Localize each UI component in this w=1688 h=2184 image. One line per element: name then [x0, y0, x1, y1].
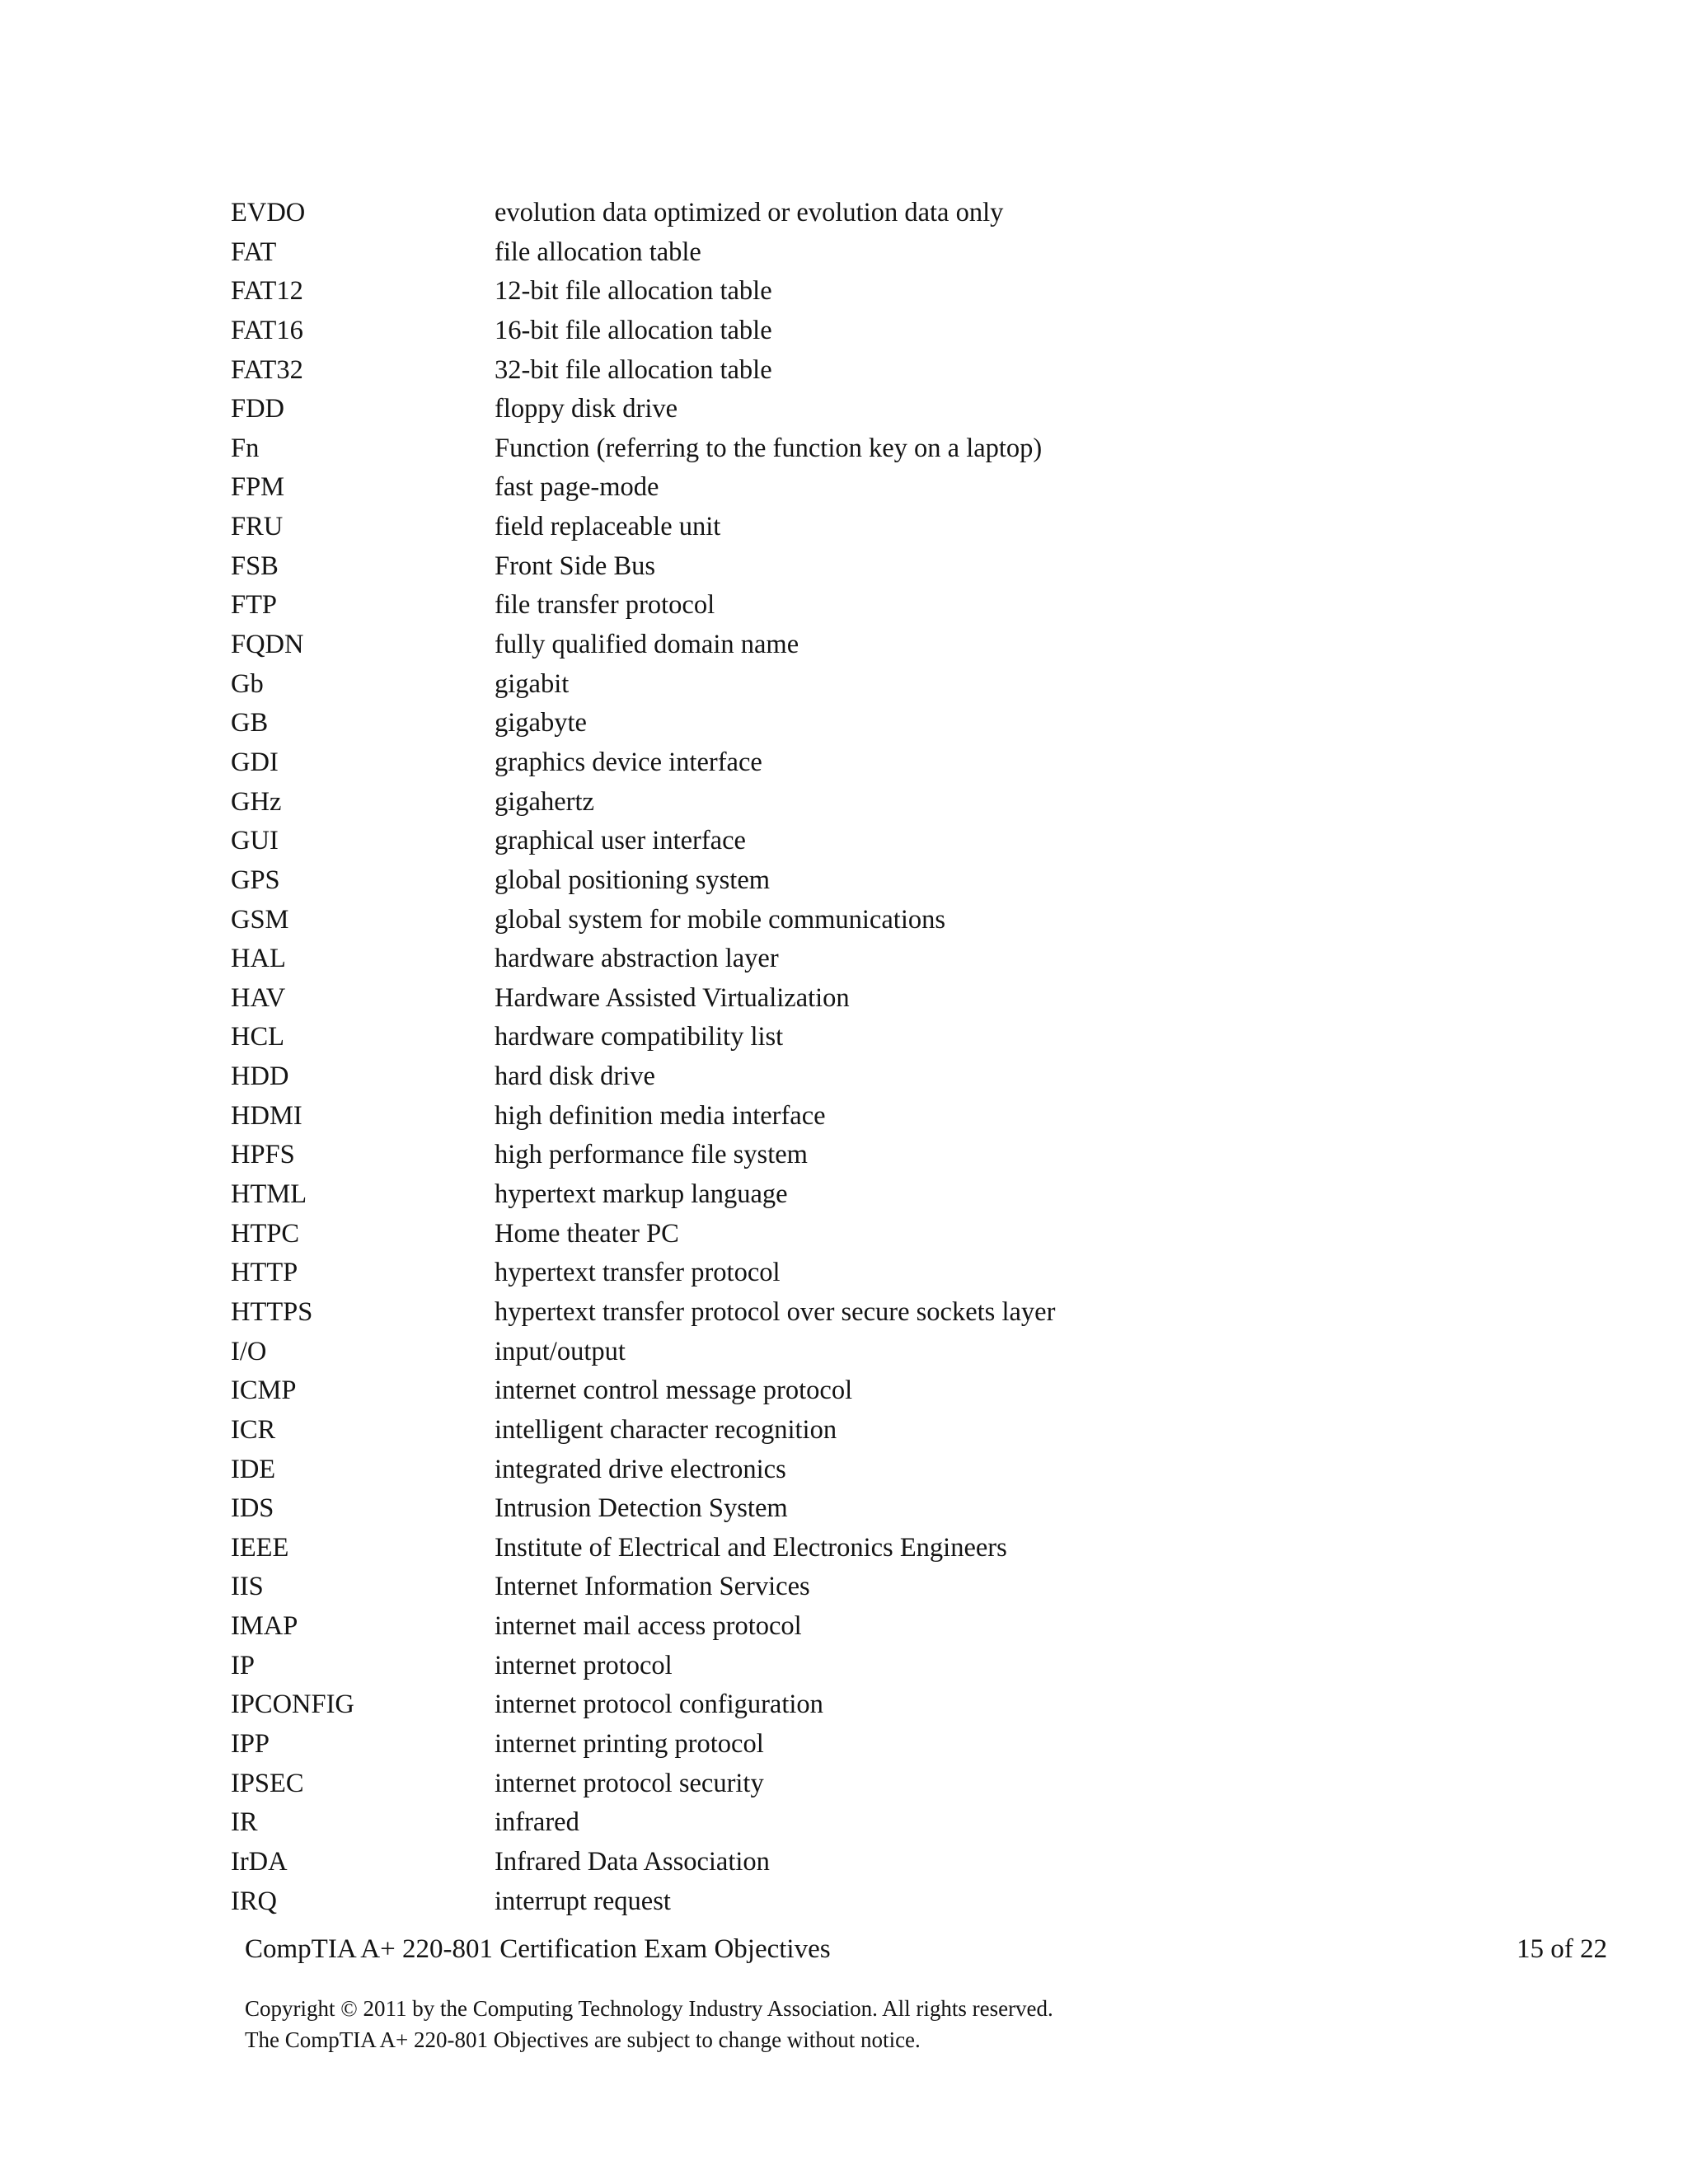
footer-title: CompTIA A+ 220-801 Certification Exam Objectives [245, 1934, 831, 1964]
acronym-definition: internet protocol configuration [495, 1690, 823, 1720]
acronym-abbreviation: FSB [231, 551, 279, 581]
acronym-abbreviation: FAT [231, 237, 277, 267]
acronym-row [231, 901, 1467, 940]
acronym-abbreviation: IPP [231, 1728, 270, 1759]
acronym-definition: global system for mobile communications [495, 904, 945, 935]
acronym-row [231, 1097, 1467, 1137]
acronym-row [231, 940, 1467, 979]
acronym-definition: intelligent character recognition [495, 1414, 837, 1445]
acronym-row [231, 1568, 1467, 1607]
acronym-abbreviation: IMAP [231, 1611, 298, 1642]
acronym-definition: hypertext transfer protocol [495, 1258, 781, 1288]
acronym-row [231, 822, 1467, 861]
acronym-definition: 16-bit file allocation table [495, 315, 772, 345]
acronym-abbreviation: FAT32 [231, 354, 303, 385]
acronym-abbreviation: IDE [231, 1454, 276, 1484]
acronym-definition: internet control message protocol [495, 1376, 853, 1406]
acronym-row [231, 1529, 1467, 1568]
acronym-abbreviation: ICR [231, 1414, 276, 1445]
copyright-line: Copyright © 2011 by the Computing Technology Industry Association. All rights reserved. [245, 1996, 1053, 2021]
acronym-row [231, 861, 1467, 901]
acronym-row [231, 272, 1467, 312]
acronym-abbreviation: GB [231, 708, 269, 738]
acronym-definition: internet mail access protocol [495, 1611, 802, 1642]
acronym-abbreviation: HAV [231, 982, 286, 1013]
acronym-definition: hypertext transfer protocol over secure sockets layer [495, 1296, 1056, 1327]
acronym-row [231, 586, 1467, 626]
acronym-row [231, 1018, 1467, 1057]
acronym-definition: Front Side Bus [495, 551, 656, 581]
acronym-abbreviation: HTPC [231, 1218, 300, 1249]
acronym-definition: file transfer protocol [495, 590, 715, 621]
acronym-definition: graphical user interface [495, 826, 746, 856]
acronym-row [231, 1607, 1467, 1647]
acronym-definition: Home theater PC [495, 1218, 679, 1249]
acronym-row [231, 783, 1467, 823]
acronym-abbreviation: GPS [231, 865, 280, 895]
acronym-abbreviation: HTML [231, 1179, 307, 1210]
acronym-row [231, 1451, 1467, 1490]
acronym-row [231, 626, 1467, 665]
acronym-abbreviation: FPM [231, 472, 285, 503]
acronym-row [231, 233, 1467, 273]
acronym-abbreviation: FTP [231, 590, 278, 621]
acronym-abbreviation: FQDN [231, 630, 304, 660]
acronym-definition: internet protocol [495, 1650, 673, 1680]
acronym-definition: fast page-mode [495, 472, 659, 503]
acronym-row [231, 743, 1467, 783]
acronym-abbreviation: GDI [231, 747, 279, 777]
acronym-abbreviation: IR [231, 1807, 258, 1838]
acronym-abbreviation: FAT16 [231, 315, 303, 345]
acronym-abbreviation: HDD [231, 1062, 289, 1092]
acronym-abbreviation: IrDA [231, 1846, 288, 1877]
acronym-row [231, 547, 1467, 587]
acronym-list [231, 194, 1467, 1921]
acronym-row [231, 1765, 1467, 1804]
acronym-row [231, 312, 1467, 351]
acronym-definition: hardware abstraction layer [495, 944, 779, 974]
acronym-definition: fully qualified domain name [495, 630, 799, 660]
acronym-definition: 32-bit file allocation table [495, 354, 772, 385]
acronym-definition: interrupt request [495, 1886, 671, 1916]
acronym-definition: evolution data optimized or evolution data only [495, 198, 1004, 227]
acronym-abbreviation: IRQ [231, 1886, 277, 1916]
acronym-abbreviation: GSM [231, 904, 289, 935]
acronym-definition: global positioning system [495, 865, 771, 895]
acronym-definition: gigabit [495, 668, 570, 699]
acronym-abbreviation: HAL [231, 944, 286, 974]
acronym-abbreviation: IPSEC [231, 1768, 304, 1798]
acronym-definition: Function (referring to the function key on a laptop) [495, 433, 1043, 463]
acronym-row [231, 1882, 1467, 1922]
acronym-definition: Intrusion Detection System [495, 1493, 788, 1524]
acronym-row [231, 1843, 1467, 1882]
acronym-row [231, 704, 1467, 743]
acronym-definition: file allocation table [495, 237, 701, 267]
acronym-row [231, 1215, 1467, 1254]
acronym-row [231, 468, 1467, 508]
acronym-definition: field replaceable unit [495, 512, 721, 542]
acronym-definition: gigahertz [495, 786, 594, 817]
copyright-notice [245, 1993, 1053, 2055]
acronym-abbreviation: GHz [231, 786, 282, 817]
acronym-abbreviation: IEEE [231, 1532, 289, 1563]
acronym-abbreviation: IIS [231, 1572, 264, 1602]
acronym-definition: input/output [495, 1336, 626, 1366]
acronym-row [231, 1175, 1467, 1215]
acronym-definition: integrated drive electronics [495, 1454, 786, 1484]
acronym-definition: hard disk drive [495, 1062, 655, 1092]
acronym-abbreviation: IPCONFIG [231, 1690, 354, 1720]
acronym-abbreviation: GUI [231, 826, 279, 856]
acronym-definition: Hardware Assisted Virtualization [495, 982, 850, 1013]
acronym-row [231, 351, 1467, 391]
acronym-definition: floppy disk drive [495, 394, 678, 424]
acronym-row [231, 1647, 1467, 1686]
acronym-abbreviation: HCL [231, 1022, 284, 1052]
acronym-abbreviation: ICMP [231, 1376, 297, 1406]
acronym-row [231, 508, 1467, 547]
acronym-row [231, 1371, 1467, 1411]
acronym-definition: graphics device interface [495, 747, 762, 777]
acronym-row [231, 979, 1467, 1019]
acronym-abbreviation: HTTP [231, 1258, 298, 1288]
acronym-abbreviation: EVDO [231, 198, 306, 227]
change-notice-line: The CompTIA A+ 220-801 Objectives are subject to change without notice. [245, 2027, 921, 2052]
acronym-definition: internet protocol security [495, 1768, 764, 1798]
acronym-row [231, 1057, 1467, 1097]
acronym-definition: 12-bit file allocation table [495, 276, 772, 307]
acronym-row [231, 1333, 1467, 1372]
acronym-abbreviation: FDD [231, 394, 285, 424]
acronym-definition: hardware compatibility list [495, 1022, 784, 1052]
acronym-definition: infrared [495, 1807, 579, 1838]
acronym-row [231, 390, 1467, 429]
acronym-definition: hypertext markup language [495, 1179, 788, 1210]
acronym-row [231, 1293, 1467, 1333]
acronym-abbreviation: FRU [231, 512, 284, 542]
acronym-row [231, 1685, 1467, 1725]
page-number: 15 of 22 [1517, 1934, 1607, 1964]
acronym-definition: gigabyte [495, 708, 587, 738]
acronym-row [231, 1725, 1467, 1765]
acronym-definition: high definition media interface [495, 1100, 826, 1131]
acronym-row [231, 1411, 1467, 1451]
acronym-row [231, 665, 1467, 705]
acronym-row [231, 1803, 1467, 1843]
acronym-abbreviation: HDMI [231, 1100, 302, 1131]
acronym-abbreviation: Fn [231, 433, 260, 463]
acronym-abbreviation: HPFS [231, 1140, 295, 1170]
acronym-abbreviation: FAT12 [231, 276, 303, 307]
acronym-abbreviation: IDS [231, 1493, 274, 1524]
acronym-row [231, 1136, 1467, 1175]
acronym-definition: Infrared Data Association [495, 1846, 770, 1877]
acronym-definition: Institute of Electrical and Electronics Engineers [495, 1532, 1007, 1563]
acronym-abbreviation: Gb [231, 668, 264, 699]
acronym-abbreviation: I/O [231, 1336, 267, 1366]
acronym-definition: Internet Information Services [495, 1572, 810, 1602]
acronym-row [231, 194, 1467, 233]
acronym-abbreviation: IP [231, 1650, 255, 1680]
acronym-row [231, 1254, 1467, 1293]
acronym-abbreviation: HTTPS [231, 1296, 313, 1327]
acronym-row [231, 429, 1467, 469]
acronym-definition: high performance file system [495, 1140, 808, 1170]
acronym-definition: internet printing protocol [495, 1728, 764, 1759]
acronym-row [231, 1489, 1467, 1529]
